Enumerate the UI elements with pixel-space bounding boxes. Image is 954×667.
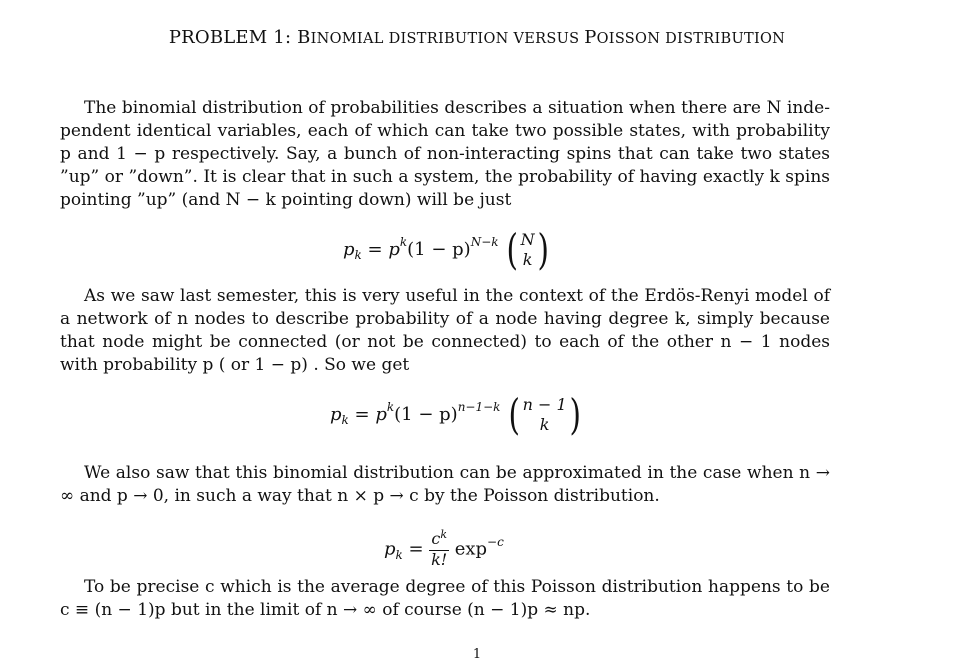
eq2-equals: =	[348, 404, 376, 425]
eq1-binomial-coefficient: ( N k )	[506, 225, 549, 274]
eq3-equals: =	[402, 538, 430, 560]
eq1-equals: =	[361, 239, 389, 260]
eq1-exp1: k	[399, 235, 408, 249]
paragraph-poisson-approx: We also saw that this binomial distribution can be approximated in the case when n → ∞ and p → 0, in such a way that n × p → c by the Poisson distribution.	[60, 463, 830, 506]
paragraph-binomial-intro: The binomial distribution of probabilities describes a situation when there are N inde-pendent identical variables, each of which can take two possible states, with probability p and 1 − p respectively. Say, a bunch of non-interacting spins that can take two states ”up” or ”down”. It is clear that in such a system, the probability of having exactly k spins pointing ”up” (and N − k pointing down) will be just	[60, 98, 830, 210]
eq1-binom-top: N	[520, 230, 535, 249]
title-part1: INOMIAL DISTRIBUTION VERSUS	[310, 31, 585, 47]
eq3-frac-num-sup: k	[440, 528, 447, 541]
eq3-frac-num: c	[431, 529, 441, 548]
eq1-base: p	[388, 239, 400, 260]
eq1-lhs-sub: k	[354, 248, 362, 262]
eq2-lhs: p	[330, 404, 342, 425]
page-number: 1	[472, 647, 482, 662]
eq3-fraction	[429, 530, 449, 569]
eq2-binom-bottom: k	[539, 415, 550, 434]
eq2-binom-top: n − 1	[522, 395, 567, 414]
title-part2: P	[584, 27, 597, 48]
equation-erdos-renyi	[330, 390, 583, 439]
title-prefix: PROBLEM 1: B	[168, 27, 311, 48]
eq2-exp2: n−1−k	[457, 400, 501, 414]
eq1-exp2: N−k	[470, 235, 499, 249]
eq2-base: p	[375, 404, 387, 425]
equation-poisson	[384, 530, 504, 569]
title-part3: OISSON DISTRIBUTION	[596, 31, 786, 47]
problem-title	[0, 27, 954, 48]
paragraph-average-degree: To be precise c which is the average degree of this Poisson distribution happens to be c ≡ (n − 1)p but in the limit of n → ∞ of course (n − 1)p ≈ np.	[60, 577, 830, 620]
eq3-frac-den: k!	[431, 550, 448, 569]
eq3-lhs-sub: k	[395, 547, 403, 562]
eq2-exp1: k	[386, 400, 395, 414]
eq3-lhs: p	[384, 538, 396, 560]
eq3-func-sup: −c	[487, 534, 504, 549]
eq1-lhs: p	[343, 239, 355, 260]
equation-binomial	[343, 225, 551, 274]
eq2-lhs-sub: k	[341, 413, 349, 427]
eq2-binomial-coefficient: ( n − 1 k )	[508, 390, 581, 439]
eq2-mid: (1 − p)	[394, 404, 458, 425]
paragraph-erdos-renyi: As we saw last semester, this is very useful in the context of the Erdös-Renyi model of a network of n nodes to describe probability of a node having degree k, simply because that node might be connected (or not be connected) to each of the other n − 1 nodes with probability p ( or 1 − p) . So we get	[60, 286, 830, 375]
eq1-binom-bottom: k	[522, 250, 533, 269]
eq3-func: exp	[454, 538, 488, 560]
eq1-mid: (1 − p)	[407, 239, 471, 260]
